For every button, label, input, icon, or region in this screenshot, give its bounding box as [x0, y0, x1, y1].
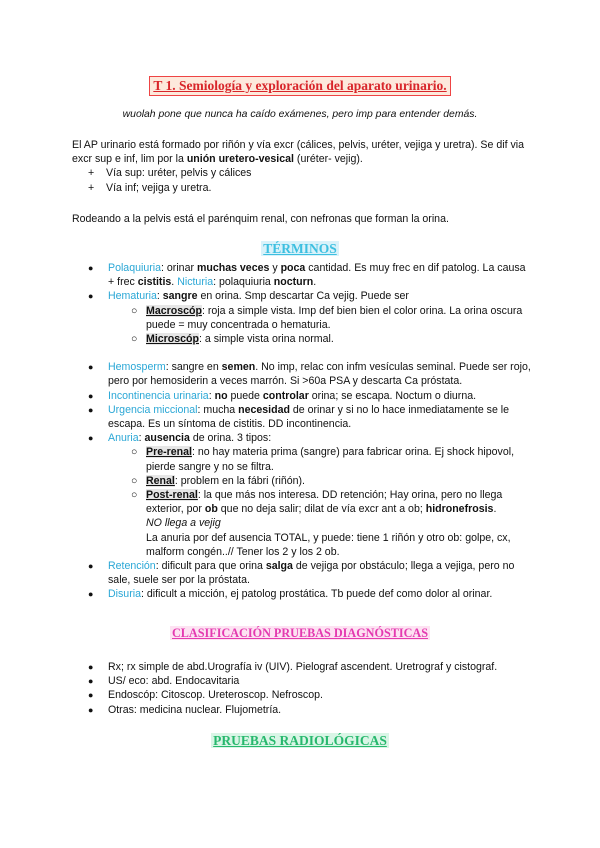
subterm-note: NO llega a vejig	[146, 517, 221, 530]
bullet-dot-icon: ●	[88, 404, 94, 415]
section-label: CLASIFICACIÓN PRUEBAS DIAGNÓSTICAS	[172, 626, 428, 640]
term-bold: ausencia	[144, 432, 190, 445]
bullet-dot-icon: ●	[88, 676, 94, 687]
term-text: en orina. Smp descartar Ca vejig. Puede ser	[197, 290, 409, 303]
subterm-bold: hidronefrosis	[425, 503, 494, 516]
term-text: :	[156, 290, 163, 303]
term-text: de orina. 3 tipos:	[189, 432, 272, 445]
list-item	[88, 688, 548, 702]
term-bold: poca	[280, 262, 306, 274]
subterm-bold: ob	[204, 503, 218, 516]
term-item-incontinencia	[88, 389, 533, 403]
anuria-note: La anuria por def ausencia TOTAL, y puede: tiene 1 riñón y otro ob: golpe, cx, malform congén..// Tener los 2 y los 2 ob.	[146, 531, 511, 558]
term-text: orina; se escapa. Noctum o diurna.	[308, 389, 477, 402]
term-label: Polaquiuria	[108, 262, 162, 274]
bullet-dot-icon: ●	[88, 263, 94, 273]
intro-text-c: (uréter- vejig).	[293, 153, 363, 166]
subitem-postrenal	[131, 488, 533, 559]
intro-text-a: El AP urinario está formado por riñón y vía excr (cálices, pelvis, uréter, vejiga y uretra). Se dif via excr sup e inf, lim por la	[72, 139, 525, 166]
subitem-prerenal	[131, 445, 533, 473]
subterm-text: : no hay materia prima (sangre) para fabricar orina. Ej shock hipovol, pierde sangre y no se filtra.	[146, 446, 515, 473]
term-label: Disuria	[108, 588, 141, 601]
section-label: TÉRMINOS	[263, 241, 337, 256]
list-item: + Vía sup: uréter, pelvis y cálices	[72, 166, 532, 180]
section-title-terminos	[0, 241, 600, 257]
term-label: Retención	[108, 560, 156, 573]
subterm-label: Pre-renal	[146, 446, 192, 459]
term-bold: muchas veces	[196, 262, 270, 274]
term-text: : dificult a micción, ej patolog prostática. Tb puede def como dolor al orinar.	[140, 588, 493, 601]
term-label: Hemosperm	[108, 361, 166, 374]
spacer	[0, 346, 600, 360]
intro-paragraph	[72, 138, 532, 195]
pruebas-list	[88, 660, 548, 717]
term-item-retencion	[88, 559, 533, 587]
subterm-label: Macroscóp	[146, 304, 202, 317]
circle-bullet-icon: ○	[131, 474, 138, 487]
section-title-clasificacion	[0, 626, 600, 641]
subterm-text: que no deja salir; dilat de vía excr ant a ob;	[217, 503, 426, 516]
subterm-text: : roja a simple vista. Imp def bien bien el color orina. La orina oscura puede = muy concentrada o hematuria.	[146, 304, 523, 331]
term-text: de vejiga por obstáculo; llega a vejiga, pero no sale, suele ser por la próstata.	[108, 560, 515, 587]
term-text: puede	[227, 389, 263, 402]
bullet-dot-icon: ●	[88, 433, 94, 444]
term-text: : sangre en	[165, 361, 222, 374]
term-label: Nicturia	[177, 276, 214, 289]
term-bold: nocturn	[273, 276, 314, 289]
term-text: : mucha	[197, 403, 239, 416]
term-text: : polaquiuria	[213, 276, 274, 289]
subterm-text: : problem en la fábri (riñón).	[174, 474, 305, 487]
list-item-text: Endoscóp: Citoscop. Ureteroscop. Nefroscop.	[108, 689, 323, 702]
term-label: Hematuria	[108, 290, 157, 303]
subterm-text: .	[493, 503, 497, 516]
list-item-text: Otras: medicina nuclear. Flujometría.	[108, 703, 282, 716]
circle-bullet-icon: ○	[131, 333, 138, 346]
intro-list	[72, 166, 532, 194]
bullet-dot-icon: ●	[88, 662, 94, 672]
term-bold: necesidad	[238, 403, 290, 416]
section-label: PRUEBAS RADIOLÓGICAS	[213, 733, 387, 748]
subterm-label: Microscóp	[146, 333, 199, 346]
term-text: .	[313, 276, 317, 289]
term-label: Urgencia miccional	[108, 403, 198, 416]
list-item-text: US/ eco: abd. Endocavitaria	[108, 675, 240, 688]
term-bold: salga	[265, 560, 293, 573]
bullet-dot-icon: ●	[88, 561, 94, 572]
subtitle: wuolah pone que nunca ha caído exámenes, pero imp para entender demás.	[122, 109, 478, 120]
term-text: cantidad. Es muy frec en dif patolog. La causa + frec	[108, 262, 526, 289]
section-title-radiologicas	[0, 733, 600, 749]
list-item-text: Rx; rx simple de abd.Urografía iv (UIV). Pielograf ascendent. Uretrograf y cistograf.	[108, 661, 498, 673]
circle-bullet-icon: ○	[131, 446, 138, 459]
term-item-disuria	[88, 587, 533, 601]
term-text: :	[208, 389, 215, 402]
circle-bullet-icon: ○	[131, 489, 138, 502]
term-bold: cistitis	[137, 276, 172, 289]
bullet-dot-icon: ●	[88, 704, 94, 715]
bullet-dot-icon: ●	[88, 589, 94, 600]
subterm-text: : a simple vista orina normal.	[198, 333, 334, 346]
terms-list	[0, 261, 600, 602]
subitem-renal	[131, 474, 533, 488]
title-wrap	[0, 76, 600, 96]
term-text: y	[269, 262, 281, 274]
term-text: . No imp, relac con infm vesículas seminal. Puede ser rojo, pero por hemosiderin a veces marrón. Si >60a PSA y descarta Ca próstata.	[108, 361, 531, 388]
list-item	[88, 703, 548, 717]
subitem-macroscopica	[131, 304, 533, 332]
parenquima-paragraph: Rodeando a la pelvis está el parénquim renal, con nefronas que forman la orina.	[72, 213, 449, 225]
subterm-text: : la que más nos interesa. DD retención; Hay orina, pero no llega exterior, por	[146, 489, 503, 516]
term-item-hemosperm	[88, 360, 533, 388]
page-title: T 1. Semiología y exploración del aparato urinario.	[149, 76, 450, 96]
subitem-microscopica	[131, 332, 533, 346]
term-text: : orinar	[161, 262, 197, 274]
intro-bold: unión uretero-vesical	[186, 153, 294, 166]
bullet-dot-icon: ●	[88, 362, 94, 373]
list-item	[88, 674, 548, 688]
subterm-label: Post-renal	[146, 489, 198, 502]
bullet-dot-icon: ●	[88, 291, 94, 302]
term-bold: sangre	[162, 290, 198, 303]
term-item-anuria	[88, 431, 533, 559]
term-text: : dificult para que orina	[155, 560, 266, 573]
term-item-polaquiuria	[88, 261, 533, 289]
term-item-urgencia	[88, 403, 533, 431]
term-text: .	[171, 276, 178, 289]
bullet-dot-icon: ●	[88, 690, 94, 701]
term-label: Incontinencia urinaria	[108, 389, 209, 402]
list-item	[88, 660, 548, 674]
term-text: :	[138, 432, 145, 445]
bullet-dot-icon: ●	[88, 390, 94, 401]
term-bold: controlar	[262, 389, 309, 402]
term-bold: semen	[221, 361, 256, 374]
term-item-hematuria	[88, 289, 533, 346]
list-item: + Vía inf; vejiga y uretra.	[72, 181, 532, 195]
circle-bullet-icon: ○	[131, 304, 138, 317]
term-bold: no	[214, 389, 228, 402]
subterm-label: Renal	[146, 474, 175, 487]
term-label: Anuria	[108, 432, 139, 445]
term-text: de orinar y si no lo hace inmediatamente se le escapa. Es un síntoma de cistitis. DD incontinencia.	[108, 403, 510, 431]
